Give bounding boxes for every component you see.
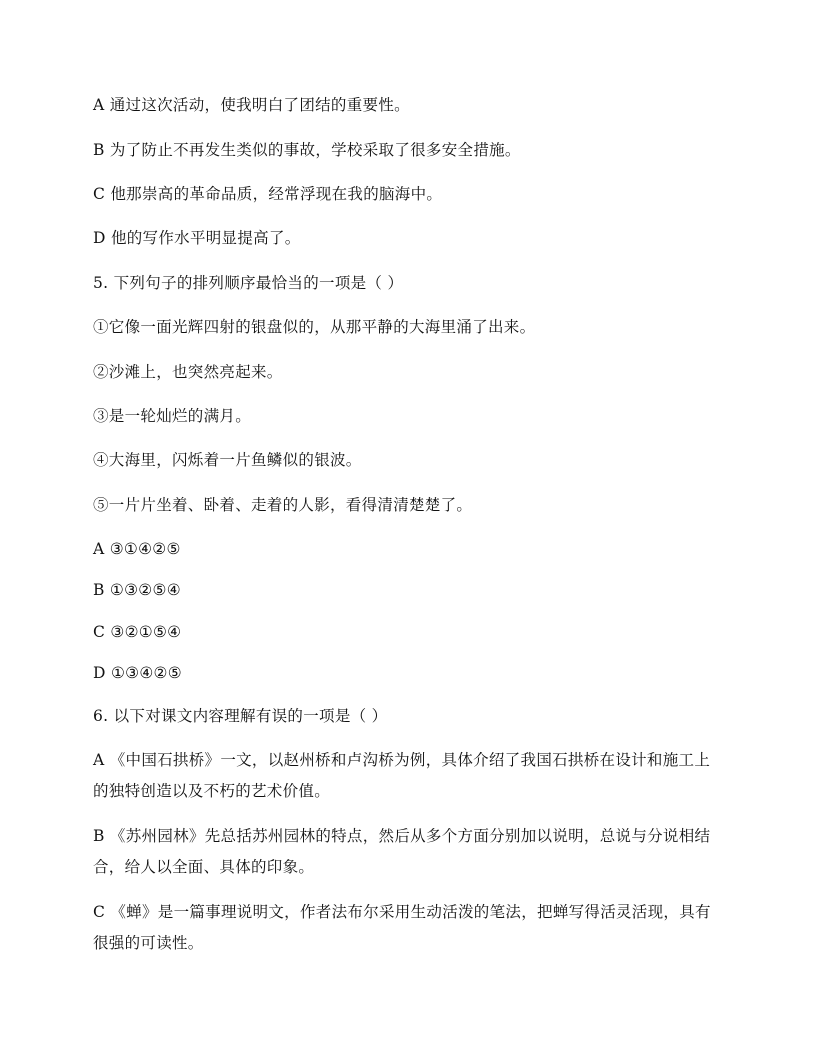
q5-stem: 5. 下列句子的排列顺序最恰当的一项是（ ） (93, 274, 404, 292)
q4-option-d: D 他的写作水平明显提高了。 (93, 229, 301, 247)
q6-stem: 6. 以下对课文内容理解有误的一项是（ ） (93, 707, 388, 725)
q5-sentence-1: ①它像一面光辉四射的银盘似的，从那平静的大海里涌了出来。 (93, 318, 536, 336)
q5-sentence-5: ⑤一片片坐着、卧着、走着的人影，看得清清楚楚了。 (93, 496, 473, 514)
q5-option-c: C ③②①⑤④ (93, 623, 182, 641)
q5-option-b: B ①③②⑤④ (93, 581, 181, 599)
q6-option-c-line-2: 很强的可读性。 (93, 934, 204, 952)
q4-option-c: C 他那崇高的革命品质，经常浮现在我的脑海中。 (93, 185, 443, 203)
q6-option-c-line-1: C 《蝉》是一篇事理说明文，作者法布尔采用生动活泼的笔法，把蝉写得活灵活现，具有 (93, 903, 711, 921)
q6-option-a-line-2: 的独特创造以及不朽的艺术价值。 (93, 782, 331, 800)
q5-option-d: D ①③④②⑤ (93, 664, 182, 682)
q6-option-a-line-1: A 《中国石拱桥》一文，以赵州桥和卢沟桥为例，具体介绍了我国石拱桥在设计和施工上 (93, 751, 711, 769)
q5-sentence-2: ②沙滩上，也突然亮起来。 (93, 363, 283, 381)
q5-sentence-3: ③是一轮灿烂的满月。 (93, 407, 252, 425)
q6-option-b-line-1: B 《苏州园林》先总括苏州园林的特点，然后从多个方面分别加以说明，总说与分说相结 (93, 827, 711, 845)
q4-option-b: B 为了防止不再发生类似的事故，学校采取了很多安全措施。 (93, 141, 521, 159)
q6-option-b-line-2: 合，给人以全面、具体的印象。 (93, 858, 315, 876)
q5-option-a: A ③①④②⑤ (93, 540, 181, 558)
q4-option-a: A 通过这次活动，使我明白了团结的重要性。 (93, 96, 410, 114)
q5-sentence-4: ④大海里，闪烁着一片鱼鳞似的银波。 (93, 451, 362, 469)
